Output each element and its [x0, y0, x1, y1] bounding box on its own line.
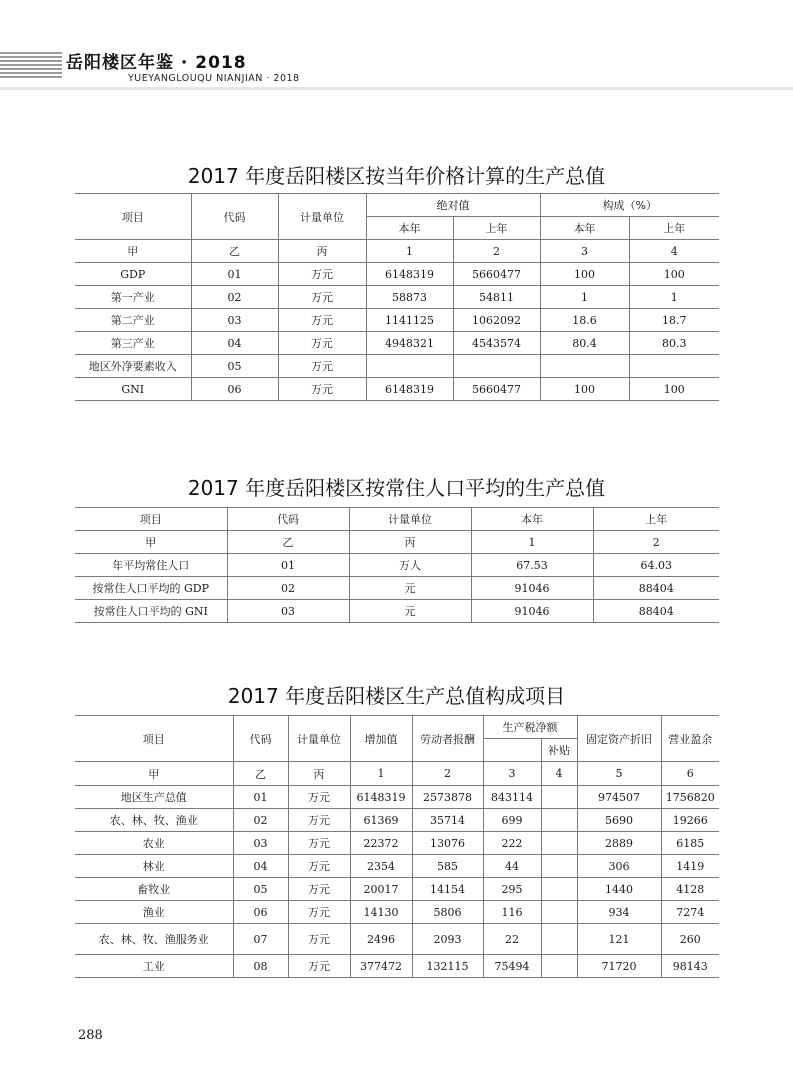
- table-cell: 按常住人口平均的 GDP: [75, 577, 227, 600]
- table3: [75, 715, 719, 978]
- table-cell: GDP: [75, 263, 191, 286]
- table-cell: 万元: [288, 924, 350, 955]
- table-cell: 75494: [483, 955, 541, 978]
- table-cell: 甲: [75, 762, 233, 786]
- table-cell: 万元: [278, 286, 366, 309]
- table-cell: 44: [483, 855, 541, 878]
- table-cell: 4: [629, 240, 719, 263]
- table3-header-added-value: 增加值: [350, 716, 412, 762]
- table3-header-surplus: 营业盈余: [661, 716, 719, 762]
- table3-header-code: 代码: [233, 716, 288, 762]
- table-cell: [541, 832, 577, 855]
- table-cell: 88404: [593, 577, 719, 600]
- table1: [75, 193, 719, 401]
- table-cell: 35714: [412, 809, 483, 832]
- table-cell: 61369: [350, 809, 412, 832]
- table-row: [75, 955, 719, 978]
- table-cell: 132115: [412, 955, 483, 978]
- table-cell: [541, 901, 577, 924]
- table-cell: 02: [233, 809, 288, 832]
- table-cell: 第二产业: [75, 309, 191, 332]
- table-cell: 91046: [471, 577, 593, 600]
- table-cell: 58873: [366, 286, 453, 309]
- table3-title: 2017 年度岳阳楼区生产总值构成项目: [227, 684, 566, 708]
- table-cell: 08: [233, 955, 288, 978]
- table-cell: [541, 855, 577, 878]
- table-cell: 80.3: [629, 332, 719, 355]
- table-cell: 1: [350, 762, 412, 786]
- table-cell: 万元: [278, 378, 366, 401]
- table-cell: 1: [471, 531, 593, 554]
- table-cell: 222: [483, 832, 541, 855]
- table-cell: 100: [629, 378, 719, 401]
- table2-header-code: 代码: [227, 508, 349, 531]
- table-cell: 畜牧业: [75, 878, 233, 901]
- table-cell: 2496: [350, 924, 412, 955]
- table-row: [75, 924, 719, 955]
- table-cell: 585: [412, 855, 483, 878]
- table-cell: 54811: [453, 286, 540, 309]
- table-cell: 万元: [288, 809, 350, 832]
- table1-header-absolute: 绝对值: [366, 194, 540, 217]
- table-cell: 万元: [278, 355, 366, 378]
- table-cell: 974507: [577, 786, 661, 809]
- table-cell: 3: [483, 762, 541, 786]
- table-row: [75, 855, 719, 878]
- table2: [75, 507, 719, 623]
- table3-header-tax-blank: [483, 739, 541, 762]
- table-cell: 万元: [278, 332, 366, 355]
- table-cell: 5: [577, 762, 661, 786]
- table-cell: 306: [577, 855, 661, 878]
- table-cell: 100: [540, 263, 629, 286]
- table1-header-unit: 计量单位: [278, 194, 366, 240]
- table-cell: 甲: [75, 240, 191, 263]
- table-cell: 2093: [412, 924, 483, 955]
- table-cell: 18.6: [540, 309, 629, 332]
- table-cell: 元: [349, 600, 471, 623]
- table-cell: 6185: [661, 832, 719, 855]
- table-cell: [541, 809, 577, 832]
- table-cell: 80.4: [540, 332, 629, 355]
- table-cell: 1: [540, 286, 629, 309]
- table-cell: 13076: [412, 832, 483, 855]
- table-cell: 934: [577, 901, 661, 924]
- table-cell: 2: [412, 762, 483, 786]
- table-cell: 1062092: [453, 309, 540, 332]
- table-cell: 05: [191, 355, 278, 378]
- table2-header-previous: 上年: [593, 508, 719, 531]
- table-row: [75, 240, 719, 263]
- table-cell: 6: [661, 762, 719, 786]
- table-row: [75, 378, 719, 401]
- table-cell: 71720: [577, 955, 661, 978]
- table-cell: 699: [483, 809, 541, 832]
- table-cell: 渔业: [75, 901, 233, 924]
- table3-header-item: 项目: [75, 716, 233, 762]
- table1-header-code: 代码: [191, 194, 278, 240]
- table-cell: 18.7: [629, 309, 719, 332]
- table-cell: 林业: [75, 855, 233, 878]
- table1-title: 2017 年度岳阳楼区按当年价格计算的生产总值: [187, 164, 606, 188]
- table-cell: 06: [233, 901, 288, 924]
- table-cell: 万元: [278, 263, 366, 286]
- table-cell: 5690: [577, 809, 661, 832]
- table-cell: 67.53: [471, 554, 593, 577]
- table-cell: 14154: [412, 878, 483, 901]
- table-cell: 02: [227, 577, 349, 600]
- table-cell: 03: [227, 600, 349, 623]
- table-cell: 农、林、牧、渔服务业: [75, 924, 233, 955]
- table-cell: 万人: [349, 554, 471, 577]
- table-cell: 07: [233, 924, 288, 955]
- table-cell: [540, 355, 629, 378]
- table1-header-item: 项目: [75, 194, 191, 240]
- table-cell: 100: [540, 378, 629, 401]
- table-cell: 2354: [350, 855, 412, 878]
- table-cell: 1440: [577, 878, 661, 901]
- table-cell: 1: [366, 240, 453, 263]
- table-cell: 100: [629, 263, 719, 286]
- table-cell: 88404: [593, 600, 719, 623]
- table-cell: 地区外净要素收入: [75, 355, 191, 378]
- table-cell: 第三产业: [75, 332, 191, 355]
- table-cell: 7274: [661, 901, 719, 924]
- table-cell: 260: [661, 924, 719, 955]
- header-title: 岳阳楼区年鉴 · 2018: [66, 53, 247, 73]
- table-cell: 万元: [288, 878, 350, 901]
- table2-title: 2017 年度岳阳楼区按常住人口平均的生产总值: [187, 476, 606, 500]
- table1-header-current-pct: 本年: [540, 217, 629, 240]
- table-cell: 6148319: [366, 378, 453, 401]
- table-cell: 农业: [75, 832, 233, 855]
- table-cell: 121: [577, 924, 661, 955]
- table-cell: 295: [483, 878, 541, 901]
- table-row: [75, 762, 719, 786]
- table-cell: 乙: [191, 240, 278, 263]
- table-cell: 01: [191, 263, 278, 286]
- table-cell: 05: [233, 878, 288, 901]
- table-cell: 万元: [288, 901, 350, 924]
- table-cell: 按常住人口平均的 GNI: [75, 600, 227, 623]
- table-row: [75, 554, 719, 577]
- table-cell: 1756820: [661, 786, 719, 809]
- table-cell: 第一产业: [75, 286, 191, 309]
- table-cell: 万元: [288, 786, 350, 809]
- table-cell: GNI: [75, 378, 191, 401]
- header-divider: [0, 87, 793, 90]
- table3-header-subsidy: 补贴: [541, 739, 577, 762]
- table-cell: 1141125: [366, 309, 453, 332]
- table-cell: 元: [349, 577, 471, 600]
- header-subtitle: YUEYANGLOUQU NIANJIAN · 2018: [128, 73, 300, 84]
- table1-header-composition: 构成（%）: [540, 194, 719, 217]
- table-cell: 4128: [661, 878, 719, 901]
- table-cell: 03: [233, 832, 288, 855]
- table-row: [75, 309, 719, 332]
- table-cell: 02: [191, 286, 278, 309]
- table-cell: 04: [191, 332, 278, 355]
- table-cell: 19266: [661, 809, 719, 832]
- table-cell: 01: [233, 786, 288, 809]
- table-cell: 丙: [278, 240, 366, 263]
- header-decoration: [0, 52, 62, 82]
- table-cell: 4: [541, 762, 577, 786]
- table-row: [75, 600, 719, 623]
- table-cell: 6148319: [350, 786, 412, 809]
- table-cell: 乙: [233, 762, 288, 786]
- table3-header-depreciation: 固定资产折旧: [577, 716, 661, 762]
- table-cell: 2573878: [412, 786, 483, 809]
- table-cell: 甲: [75, 531, 227, 554]
- table-cell: 5660477: [453, 263, 540, 286]
- table-cell: 乙: [227, 531, 349, 554]
- table-row: [75, 263, 719, 286]
- table-cell: 地区生产总值: [75, 786, 233, 809]
- table-cell: [541, 878, 577, 901]
- table-row: [75, 809, 719, 832]
- table-cell: 1419: [661, 855, 719, 878]
- table-cell: 万元: [288, 855, 350, 878]
- table-cell: 3: [540, 240, 629, 263]
- table3-header-unit: 计量单位: [288, 716, 350, 762]
- table-cell: 2: [453, 240, 540, 263]
- table-cell: 5806: [412, 901, 483, 924]
- table-cell: 20017: [350, 878, 412, 901]
- table-cell: 4543574: [453, 332, 540, 355]
- table-cell: [629, 355, 719, 378]
- table-cell: 22372: [350, 832, 412, 855]
- table-cell: 03: [191, 309, 278, 332]
- table-cell: 万元: [288, 955, 350, 978]
- table-cell: 64.03: [593, 554, 719, 577]
- table-cell: 06: [191, 378, 278, 401]
- table-cell: [453, 355, 540, 378]
- table-cell: 年平均常住人口: [75, 554, 227, 577]
- table-cell: 工业: [75, 955, 233, 978]
- table-cell: 22: [483, 924, 541, 955]
- table-cell: 丙: [349, 531, 471, 554]
- table1-header-previous-pct: 上年: [629, 217, 719, 240]
- table-row: [75, 531, 719, 554]
- table-cell: [541, 786, 577, 809]
- table3-header-net-tax: 生产税净额: [483, 716, 577, 739]
- table-cell: 2: [593, 531, 719, 554]
- table-cell: [541, 955, 577, 978]
- table-cell: 04: [233, 855, 288, 878]
- table-cell: 农、林、牧、渔业: [75, 809, 233, 832]
- table2-header-unit: 计量单位: [349, 508, 471, 531]
- table2-header-item: 项目: [75, 508, 227, 531]
- table-cell: 4948321: [366, 332, 453, 355]
- table-cell: 98143: [661, 955, 719, 978]
- table-cell: 6148319: [366, 263, 453, 286]
- table-row: [75, 286, 719, 309]
- table-cell: 1: [629, 286, 719, 309]
- table1-header-previous: 上年: [453, 217, 540, 240]
- table-cell: 万元: [288, 832, 350, 855]
- page-number: 288: [78, 1028, 103, 1043]
- table-cell: 丙: [288, 762, 350, 786]
- table-cell: 2889: [577, 832, 661, 855]
- table-row: [75, 355, 719, 378]
- table1-header-current: 本年: [366, 217, 453, 240]
- table-cell: 14130: [350, 901, 412, 924]
- table-row: [75, 901, 719, 924]
- table-row: [75, 832, 719, 855]
- table-cell: 5660477: [453, 378, 540, 401]
- table-cell: [366, 355, 453, 378]
- table-cell: [541, 924, 577, 955]
- table-cell: 116: [483, 901, 541, 924]
- table-cell: 01: [227, 554, 349, 577]
- table-row: [75, 332, 719, 355]
- table2-header-current: 本年: [471, 508, 593, 531]
- table-cell: 万元: [278, 309, 366, 332]
- table-row: [75, 577, 719, 600]
- table-row: [75, 786, 719, 809]
- table3-header-labor: 劳动者报酬: [412, 716, 483, 762]
- table-cell: 91046: [471, 600, 593, 623]
- table-cell: 843114: [483, 786, 541, 809]
- table-row: [75, 878, 719, 901]
- table-cell: 377472: [350, 955, 412, 978]
